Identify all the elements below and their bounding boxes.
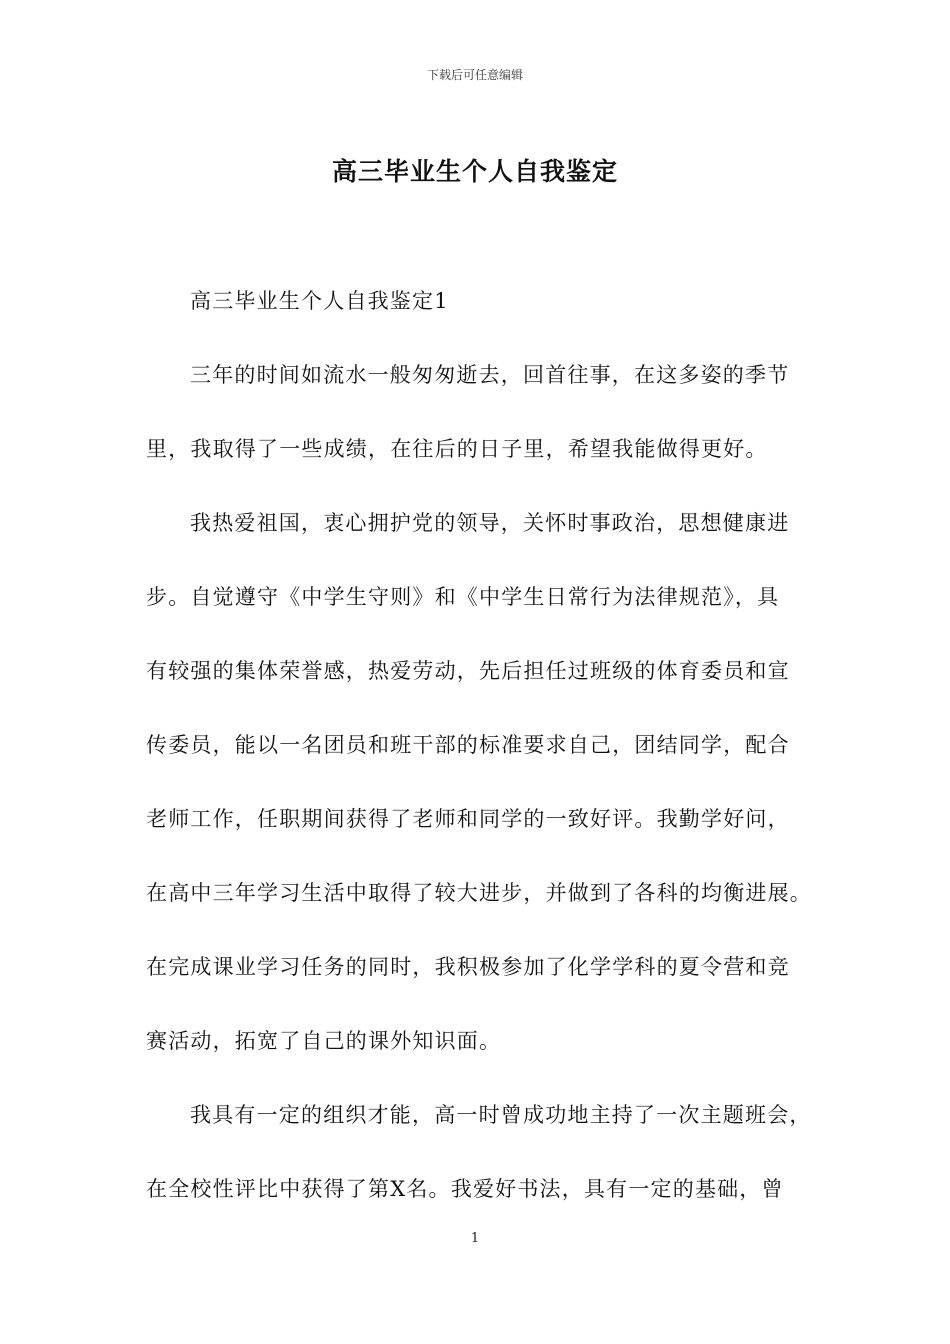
paragraph-line: 传委员，能以一名团员和班干部的标准要求自己，团结同学，配合 <box>146 733 790 757</box>
paragraph-line: 里，我取得了一些成绩，在往后的日子里，希望我能做得更好。 <box>146 437 768 461</box>
paragraph-line: 老师工作，任职期间获得了老师和同学的一致好评。我勤学好问， <box>146 807 790 831</box>
paragraph-line: 在全校性评比中获得了第X名。我爱好书法，具有一定的基础，曾 <box>146 1177 784 1201</box>
paragraph-line: 三年的时间如流水一般匆匆逝去，回首往事，在这多姿的季节 <box>190 363 790 387</box>
paragraph-line: 有较强的集体荣誉感，热爱劳动，先后担任过班级的体育委员和宣 <box>146 659 790 683</box>
document-title: 高三毕业生个人自我鉴定 <box>331 157 618 186</box>
paragraph-line: 我具有一定的组织才能，高一时曾成功地主持了一次主题班会， <box>190 1103 812 1127</box>
document-body <box>146 272 816 1234</box>
section-heading: 高三毕业生个人自我鉴定1 <box>190 289 449 313</box>
paragraph-line: 在高中三年学习生活中取得了较大进步，并做到了各科的均衡进展。 <box>146 881 812 905</box>
paragraph-line: 赛活动，拓宽了自己的课外知识面。 <box>146 1029 502 1053</box>
page-number: 1 <box>470 1231 480 1246</box>
paragraph-line: 我热爱祖国，衷心拥护党的领导，关怀时事政治，思想健康进 <box>190 511 790 535</box>
paragraph-line: 在完成课业学习任务的同时，我积极参加了化学学科的夏令营和竞 <box>146 955 790 979</box>
page-header: 下载后可任意编辑 <box>426 68 523 82</box>
paragraph-line: 步。自觉遵守《中学生守则》和《中学生日常行为法律规范》，具 <box>146 585 780 609</box>
